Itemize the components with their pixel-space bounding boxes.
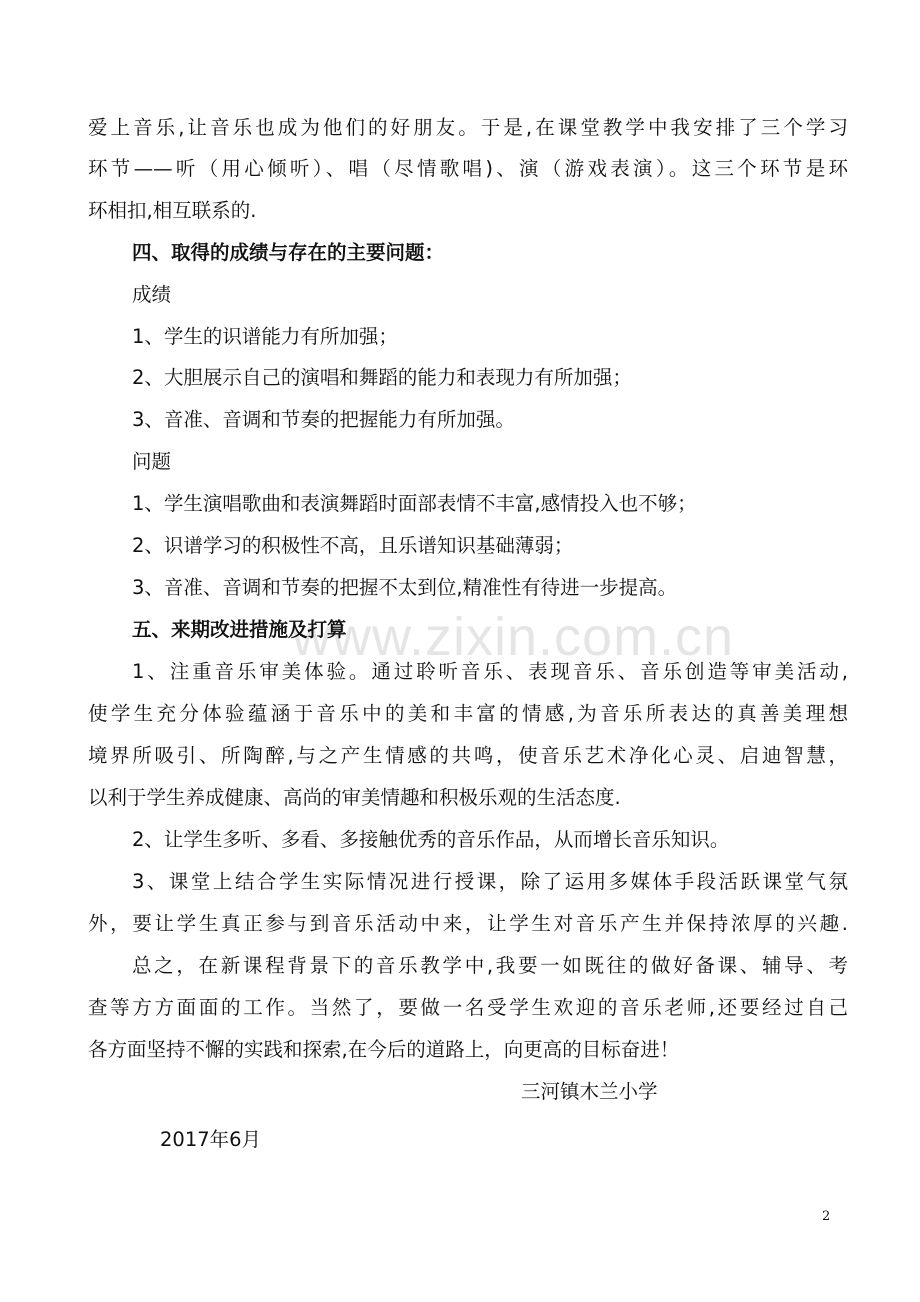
paragraph-line: 环相扣,相互联系的.	[88, 199, 257, 222]
paragraph-line: 3、课堂上结合学生实际情况进行授课，除了运用多媒体手段活跃课堂气氛	[132, 870, 848, 893]
list-item: 2、识谱学习的积极性不高，且乐谱知识基础薄弱；	[132, 534, 574, 557]
paragraph-line: 查等方方面面的工作。当然了，要做一名受学生欢迎的音乐老师,还要经过自己	[88, 996, 848, 1019]
paragraph-line: 以利于学生养成健康、高尚的审美情趣和积极乐观的生活态度.	[88, 786, 621, 809]
subheading-problems: 问题	[132, 450, 172, 473]
list-item: 3、音准、音调和节奏的把握能力有所加强。	[132, 408, 515, 431]
list-item: 3、音准、音调和节奏的把握不太到位,精准性有待进一步提高。	[132, 576, 678, 599]
paragraph-line: 使学生充分体验蕴涵于音乐中的美和丰富的情感,为音乐所表达的真善美理想	[88, 702, 848, 725]
section-heading: 四、取得的成绩与存在的主要问题：	[132, 241, 445, 264]
page-number: 2	[822, 1209, 831, 1224]
paragraph-line: 环节——听（用心倾听）、唱（尽情歌唱)、演（游戏表演）。这三个环节是环	[88, 157, 848, 180]
paragraph-line: 各方面坚持不懈的实践和探索,在今后的道路上，向更高的目标奋进！	[88, 1038, 680, 1061]
paragraph-line: 外，要让学生真正参与到音乐活动中来，让学生对音乐产生并保持浓厚的兴趣.	[88, 912, 848, 935]
paragraph-line: 总之，在新课程背景下的音乐教学中,我要一如既往的做好备课、辅导、考	[132, 954, 848, 977]
date: 2017年6月	[160, 1128, 262, 1151]
list-item: 1、学生的识谱能力有所加强；	[132, 325, 398, 348]
subheading-achievements: 成绩	[132, 283, 172, 306]
list-item: 1、学生演唱歌曲和表演舞蹈时面部表情不丰富,感情投入也不够；	[132, 492, 697, 515]
watermark: www.zixin.com.cn	[292, 607, 735, 667]
signature: 三河镇木兰小学	[521, 1080, 658, 1103]
paragraph-line: 境界所吸引、所陶醉,与之产生情感的共鸣，使音乐艺术净化心灵、启迪智慧，	[88, 744, 848, 767]
paragraph-line: 爱上音乐,让音乐也成为他们的好朋友。于是,在课堂教学中我安排了三个学习	[88, 116, 848, 139]
section-heading: 五、来期改进措施及打算	[132, 618, 347, 641]
paragraph-line: 2、让学生多听、多看、多接触优秀的音乐作品，从而增长音乐知识。	[132, 828, 730, 851]
paragraph-line: 1、注重音乐审美体验。通过聆听音乐、表现音乐、音乐创造等审美活动,	[132, 660, 848, 683]
list-item: 2、大胆展示自己的演唱和舞蹈的能力和表现力有所加强；	[132, 366, 632, 389]
